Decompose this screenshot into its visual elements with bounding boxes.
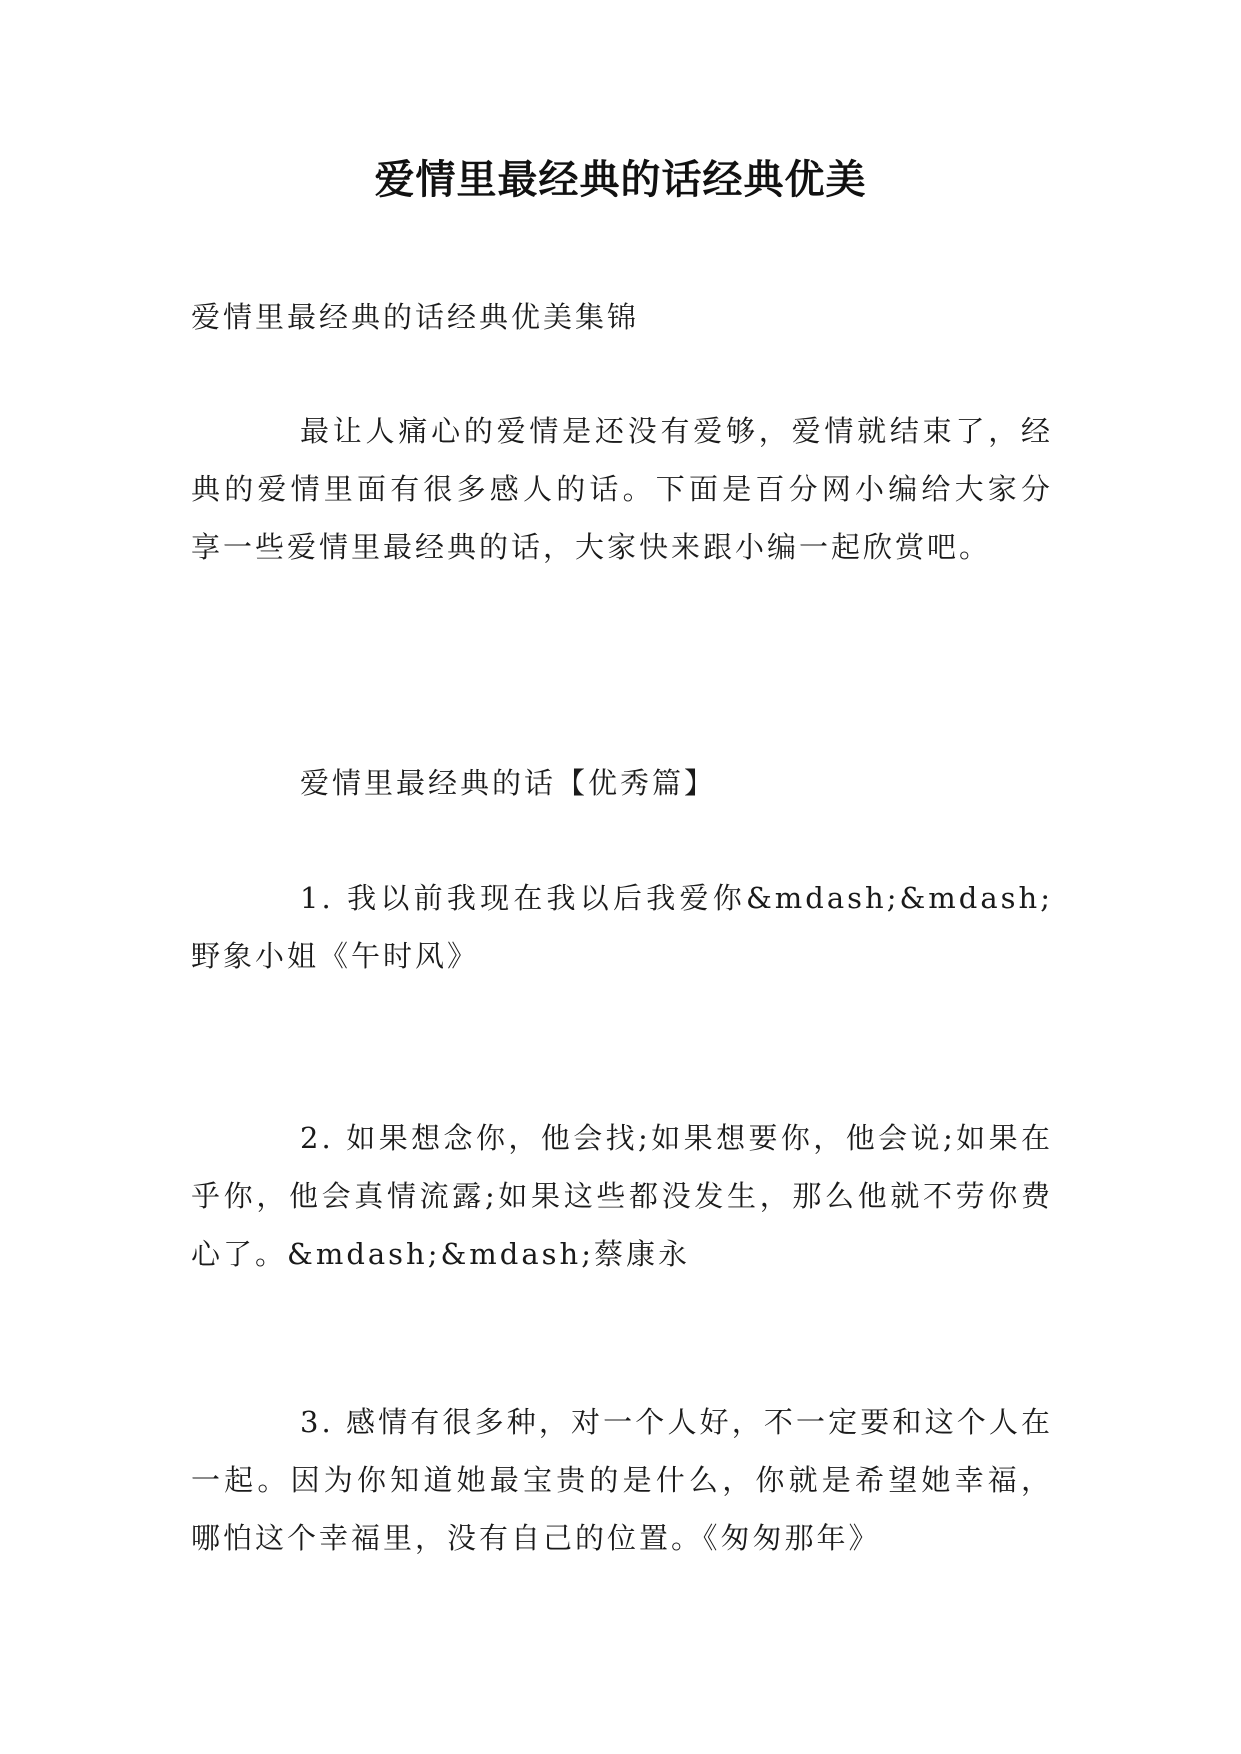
section-heading: 爱情里最经典的话【优秀篇】 [300,766,717,800]
quote-item-2: 2. 如果想念你，他会找;如果想要你，他会说;如果在乎你，他会真情流露;如果这些都没发生，那么他就不劳你费心了。&mdash;&mdash;蔡康永 [191,1121,1053,1271]
document-subtitle: 爱情里最经典的话经典优美集锦 [191,300,640,334]
quote-item-3: 3. 感情有很多种，对一个人好，不一定要和这个人在一起。因为你知道她最宝贵的是什么，你就是希望她幸福，哪怕这个幸福里，没有自己的位置。《匆匆那年》 [191,1405,1053,1555]
quote-item-1: 1. 我以前我现在我以后我爱你&mdash;&mdash;野象小姐《午时风》 [191,881,1053,973]
intro-paragraph: 最让人痛心的爱情是还没有爱够，爱情就结束了，经典的爱情里面有很多感人的话。下面是百分网小编给大家分享一些爱情里最经典的话，大家快来跟小编一起欣赏吧。 [191,414,1053,564]
document-title: 爱情里最经典的话经典优美 [374,157,867,203]
